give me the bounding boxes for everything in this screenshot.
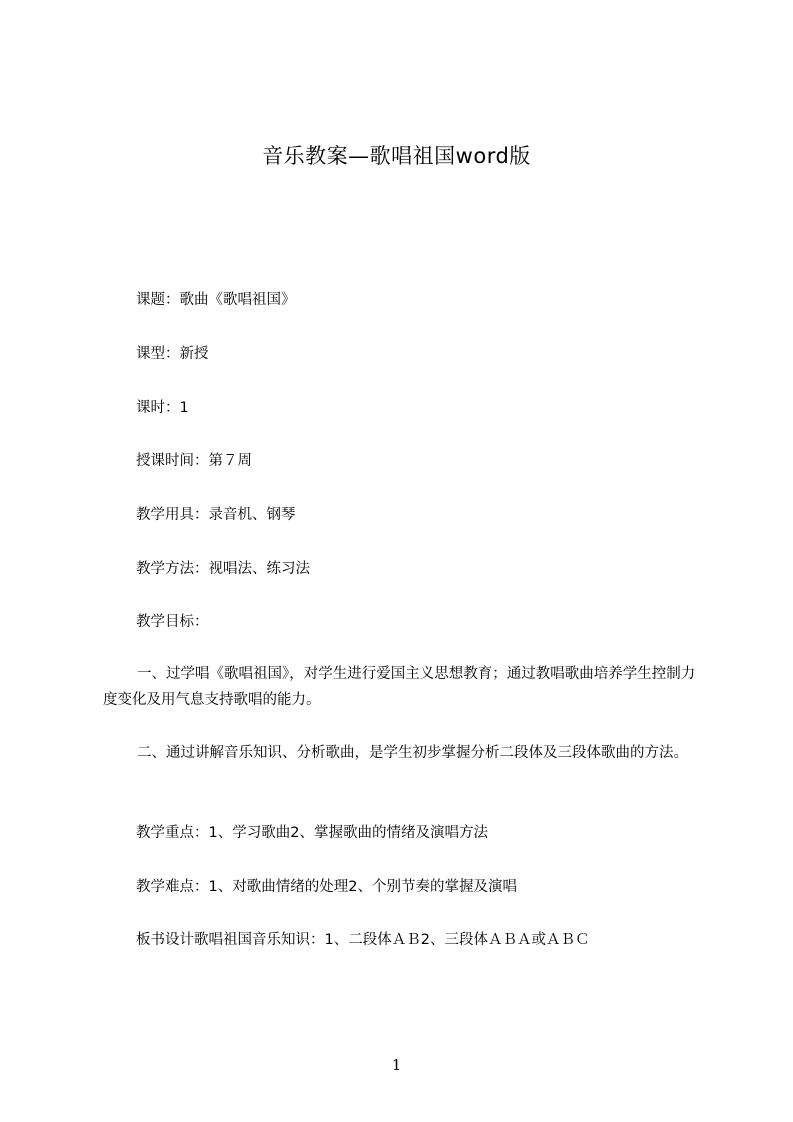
- lesson-type-line: 课型：新授: [136, 346, 209, 362]
- hours-line: 课时：1: [136, 400, 189, 416]
- document-title: 音乐教案—歌唱祖国word版: [262, 144, 531, 168]
- key-points-line: 教学重点：1、学习歌曲2、掌握歌曲的情绪及演唱方法: [136, 825, 488, 841]
- tools-line: 教学用具：录音机、钢琴: [136, 507, 296, 523]
- goal-paragraph-1: 一、过学唱《歌唱祖国》，对学生进行爱国主义思想教育；通过教唱歌曲培养学生控制力度变化及用气息支持歌唱的能力。: [103, 666, 696, 708]
- time-line: 授课时间：第７周: [136, 453, 252, 469]
- goals-heading: 教学目标：: [136, 614, 209, 630]
- methods-line: 教学方法：视唱法、练习法: [136, 561, 310, 577]
- topic-line: 课题：歌曲《歌唱祖国》: [136, 292, 296, 308]
- difficulties-line: 教学难点：1、对歌曲情绪的处理2、个别节奏的掌握及演唱: [136, 879, 517, 895]
- goal-paragraph-2: 二、通过讲解音乐知识、分析歌曲，是学生初步掌握分析二段体及三段体歌曲的方法。: [137, 745, 688, 761]
- board-design-line: 板书设计歌唱祖国音乐知识：1、二段体ＡＢ2、三段体ＡＢＡ或ＡＢＣ: [136, 932, 590, 948]
- page-number: 1: [391, 1056, 402, 1074]
